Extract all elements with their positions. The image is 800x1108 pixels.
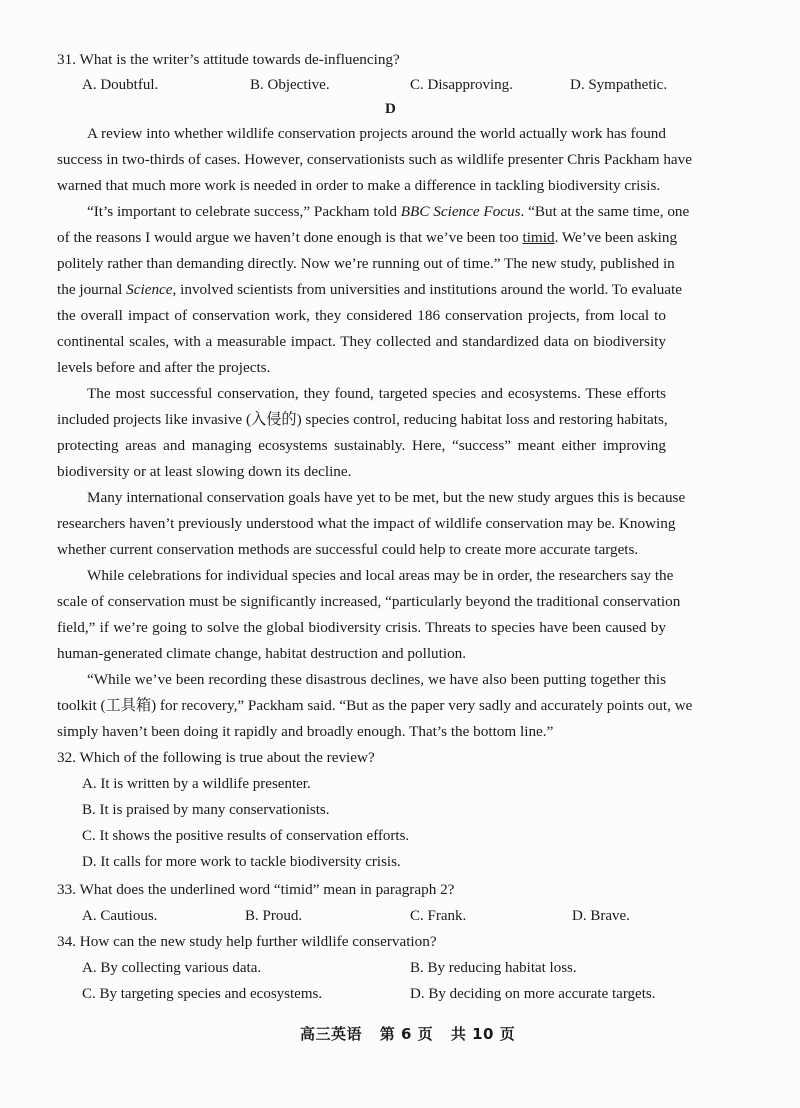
footer-total-pages: 共 10 页 bbox=[450, 1025, 516, 1043]
passage-p3-line: protecting areas and managing ecosystems sustainably. Here, “success” meant either improving bbox=[57, 437, 666, 454]
passage-p2-line: continental scales, with a measurable impact. They collected and standardized data on biodiversity bbox=[57, 333, 666, 350]
footer-subject: 高三英语 bbox=[300, 1025, 363, 1043]
passage-p3-line: The most successful conservation, they found, targeted species and ecosystems. These efforts bbox=[87, 385, 666, 402]
passage-p4-line: whether current conservation methods are successful could help to create more accurate targets. bbox=[57, 541, 639, 558]
q31-option-b: B. Objective. bbox=[250, 77, 330, 93]
q34-option-c: C. By targeting species and ecosystems. bbox=[82, 986, 323, 1002]
passage-p5-line: field,” if we’re going to solve the global biodiversity crisis. Threats to species have been caused by bbox=[57, 619, 666, 636]
q34-option-b: B. By reducing habitat loss. bbox=[410, 960, 577, 976]
passage-p1-line: warned that much more work is needed in order to make a difference in tackling biodiversity crisis. bbox=[57, 177, 661, 194]
q32-option-b: B. It is praised by many conservationists. bbox=[82, 802, 330, 818]
page-footer bbox=[300, 1023, 527, 1044]
passage-p2-line: levels before and after the projects. bbox=[57, 359, 271, 376]
passage-p1-line: success in two-thirds of cases. However, conservationists such as wildlife presenter Chris Packham have bbox=[57, 151, 692, 168]
passage-p3-line: included projects like invasive (入侵的) species control, reducing habitat loss and restoring habitats, bbox=[57, 411, 668, 428]
question-34: 34. How can the new study help further wildlife conservation? bbox=[57, 933, 437, 950]
journal-name: Science bbox=[126, 281, 173, 298]
passage-p6-line: toolkit (工具箱) for recovery,” Packham said. “But as the paper very sadly and accurately points out, we bbox=[57, 697, 693, 714]
passage-p5-line: scale of conservation must be significantly increased, “particularly beyond the traditional conservation bbox=[57, 593, 681, 610]
passage-p2-line: the overall impact of conservation work, they considered 186 conservation projects, from local to bbox=[57, 307, 666, 324]
q34-option-d: D. By deciding on more accurate targets. bbox=[410, 986, 656, 1002]
q33-option-a: A. Cautious. bbox=[82, 908, 158, 924]
q34-option-a: A. By collecting various data. bbox=[82, 960, 262, 976]
q31-option-c: C. Disapproving. bbox=[410, 77, 513, 93]
source-name: BBC Science Focus bbox=[400, 203, 521, 220]
passage-p4-line: Many international conservation goals have yet to be met, but the new study argues this is because bbox=[87, 489, 686, 506]
passage-p2-line: the journal Science, involved scientists from universities and institutions around the world. To evaluate bbox=[57, 281, 683, 298]
passage-p2-line: of the reasons I would argue we haven’t done enough is that we’ve been too timid. We’ve been asking bbox=[57, 229, 678, 246]
question-33: 33. What does the underlined word “timid” mean in paragraph 2? bbox=[57, 881, 455, 898]
passage-p1-line: A review into whether wildlife conservation projects around the world actually work has found bbox=[87, 125, 666, 142]
section-heading: D bbox=[385, 101, 396, 117]
question-32: 32. Which of the following is true about the review? bbox=[57, 749, 375, 766]
passage-p3-line: biodiversity or at least slowing down its decline. bbox=[57, 463, 352, 480]
passage-p2-line: “It’s important to celebrate success,” Packham told BBC Science Focus. “But at the same time, one bbox=[87, 203, 690, 220]
passage-p6-line: simply haven’t been doing it rapidly and broadly enough. That’s the bottom line.” bbox=[57, 723, 554, 740]
q32-option-a: A. It is written by a wildlife presenter. bbox=[82, 776, 311, 792]
q31-option-a: A. Doubtful. bbox=[82, 77, 159, 93]
q32-option-d: D. It calls for more work to tackle biodiversity crisis. bbox=[82, 854, 401, 870]
passage-p5-line: While celebrations for individual species and local areas may be in order, the researchers say the bbox=[87, 567, 674, 584]
passage-p5-line: human-generated climate change, habitat destruction and pollution. bbox=[57, 645, 467, 662]
q33-option-c: C. Frank. bbox=[410, 908, 467, 924]
passage-p4-line: researchers haven’t previously understood what the impact of wildlife conservation may be. Knowing bbox=[57, 515, 676, 532]
passage-p6-line: “While we’ve been recording these disastrous declines, we have also been putting together this bbox=[87, 671, 666, 688]
underlined-word-timid: timid bbox=[522, 229, 555, 246]
passage-p2-line: politely rather than demanding directly. Now we’re running out of time.” The new study, published in bbox=[57, 255, 675, 272]
q33-option-d: D. Brave. bbox=[572, 908, 630, 924]
question-31: 31. What is the writer’s attitude towards de-influencing? bbox=[57, 51, 400, 68]
q32-option-c: C. It shows the positive results of conservation efforts. bbox=[82, 828, 410, 844]
q31-option-d: D. Sympathetic. bbox=[570, 77, 668, 93]
footer-page-number: 第 6 页 bbox=[379, 1025, 434, 1043]
q33-option-b: B. Proud. bbox=[245, 908, 303, 924]
